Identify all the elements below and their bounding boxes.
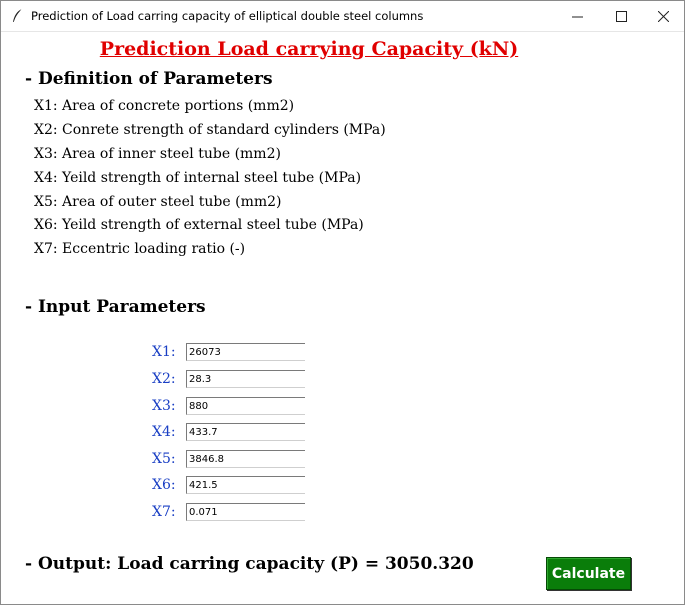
definition-x7: X7: Eccentric loading ratio (-) (34, 241, 246, 257)
window-title: Prediction of Load carring capacity of elliptical double steel columns (31, 9, 424, 23)
definition-x3: X3: Area of inner steel tube (mm2) (34, 146, 281, 162)
output-result: - Output: Load carring capacity (P) = 3050.320 (25, 554, 474, 574)
definition-x2: X2: Conrete strength of standard cylinders (MPa) (34, 122, 386, 138)
maximize-icon (616, 11, 627, 22)
input-label-x4: X4: (152, 424, 176, 440)
close-icon (658, 11, 669, 22)
x3-input[interactable] (186, 397, 305, 415)
maximize-button[interactable] (599, 1, 643, 31)
x6-input[interactable] (186, 476, 305, 494)
calculate-button[interactable]: Calculate (546, 557, 631, 590)
definition-x6: X6: Yeild strength of external steel tube (MPa) (34, 217, 364, 233)
input-label-x7: X7: (152, 504, 176, 520)
x7-input[interactable] (186, 503, 305, 521)
definition-x5: X5: Area of outer steel tube (mm2) (34, 194, 282, 210)
input-label-x5: X5: (152, 451, 176, 467)
minimize-button[interactable] (555, 1, 599, 31)
input-label-x1: X1: (152, 344, 176, 360)
definition-x1: X1: Area of concrete portions (mm2) (34, 98, 295, 114)
x1-input[interactable] (186, 343, 305, 361)
definition-x4: X4: Yeild strength of internal steel tube (MPa) (34, 170, 362, 186)
x5-input[interactable] (186, 450, 305, 468)
minimize-icon (572, 11, 583, 22)
title-bar[interactable] (1, 1, 684, 32)
input-label-x3: X3: (152, 398, 176, 414)
feather-icon (11, 8, 25, 24)
page-title: Prediction Load carrying Capacity (kN) (99, 38, 519, 60)
definitions-heading: - Definition of Parameters (25, 69, 273, 89)
x4-input[interactable] (186, 423, 305, 441)
x2-input[interactable] (186, 370, 305, 388)
input-label-x6: X6: (152, 477, 176, 493)
input-label-x2: X2: (152, 371, 176, 387)
inputs-heading: - Input Parameters (25, 297, 206, 317)
close-button[interactable] (641, 1, 685, 31)
